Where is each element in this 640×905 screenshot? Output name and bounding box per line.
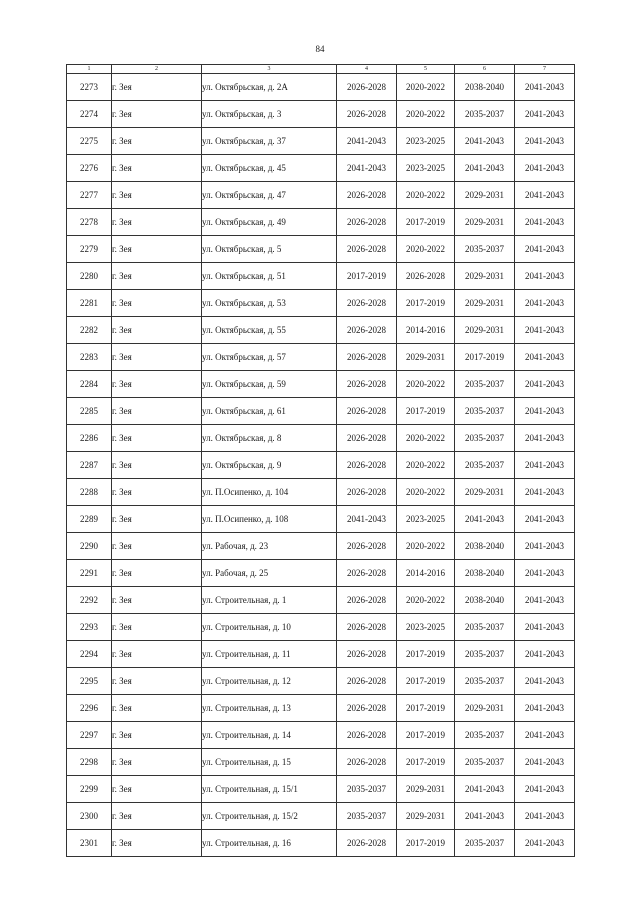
period-cell: 2026-2028 <box>337 587 397 614</box>
period-cell: 2035-2037 <box>455 452 515 479</box>
period-cell: 2041-2043 <box>515 344 575 371</box>
period-cell: 2023-2025 <box>397 128 455 155</box>
period-cell: 2026-2028 <box>337 182 397 209</box>
row-number: 2290 <box>67 533 112 560</box>
period-cell: 2026-2028 <box>337 290 397 317</box>
table-row <box>67 155 575 182</box>
period-cell: 2041-2043 <box>515 101 575 128</box>
city-cell: г. Зея <box>112 398 202 425</box>
row-number: 2273 <box>67 74 112 101</box>
row-number: 2297 <box>67 722 112 749</box>
period-cell: 2041-2043 <box>515 425 575 452</box>
table-row <box>67 830 575 857</box>
period-cell: 2041-2043 <box>455 776 515 803</box>
period-cell: 2035-2037 <box>455 371 515 398</box>
period-cell: 2029-2031 <box>455 479 515 506</box>
period-cell: 2041-2043 <box>515 182 575 209</box>
row-number: 2283 <box>67 344 112 371</box>
period-cell: 2041-2043 <box>515 614 575 641</box>
row-number: 2276 <box>67 155 112 182</box>
period-cell: 2041-2043 <box>515 371 575 398</box>
city-cell: г. Зея <box>112 506 202 533</box>
address-cell: ул. Октябрьская, д. 55 <box>202 317 337 344</box>
city-cell: г. Зея <box>112 236 202 263</box>
address-cell: ул. Октябрьская, д. 51 <box>202 263 337 290</box>
city-cell: г. Зея <box>112 155 202 182</box>
table-row <box>67 425 575 452</box>
table-row <box>67 506 575 533</box>
row-number: 2291 <box>67 560 112 587</box>
row-number: 2296 <box>67 695 112 722</box>
period-cell: 2029-2031 <box>455 290 515 317</box>
table-row <box>67 398 575 425</box>
period-cell: 2035-2037 <box>455 830 515 857</box>
period-cell: 2020-2022 <box>397 587 455 614</box>
table-row <box>67 209 575 236</box>
period-cell: 2026-2028 <box>337 749 397 776</box>
period-cell: 2041-2043 <box>515 533 575 560</box>
period-cell: 2041-2043 <box>515 452 575 479</box>
period-cell: 2020-2022 <box>397 101 455 128</box>
period-cell: 2026-2028 <box>337 722 397 749</box>
period-cell: 2041-2043 <box>515 641 575 668</box>
table-row <box>67 641 575 668</box>
period-cell: 2017-2019 <box>397 290 455 317</box>
city-cell: г. Зея <box>112 425 202 452</box>
row-number: 2285 <box>67 398 112 425</box>
city-cell: г. Зея <box>112 749 202 776</box>
row-number: 2278 <box>67 209 112 236</box>
period-cell: 2029-2031 <box>455 317 515 344</box>
period-cell: 2026-2028 <box>337 695 397 722</box>
period-cell: 2017-2019 <box>337 263 397 290</box>
period-cell: 2041-2043 <box>455 155 515 182</box>
period-cell: 2041-2043 <box>515 803 575 830</box>
period-cell: 2026-2028 <box>337 560 397 587</box>
address-cell: ул. Октябрьская, д. 53 <box>202 290 337 317</box>
period-cell: 2029-2031 <box>397 776 455 803</box>
period-cell: 2020-2022 <box>397 425 455 452</box>
address-cell: ул. Октябрьская, д. 8 <box>202 425 337 452</box>
period-cell: 2035-2037 <box>455 668 515 695</box>
table-row <box>67 695 575 722</box>
row-number: 2274 <box>67 101 112 128</box>
address-cell: ул. Октябрьская, д. 9 <box>202 452 337 479</box>
period-cell: 2020-2022 <box>397 479 455 506</box>
table-row <box>67 371 575 398</box>
period-cell: 2017-2019 <box>397 209 455 236</box>
period-cell: 2017-2019 <box>397 398 455 425</box>
row-number: 2289 <box>67 506 112 533</box>
period-cell: 2041-2043 <box>337 128 397 155</box>
row-number: 2284 <box>67 371 112 398</box>
period-cell: 2020-2022 <box>397 371 455 398</box>
address-cell: ул. Октябрьская, д. 37 <box>202 128 337 155</box>
period-cell: 2029-2031 <box>455 209 515 236</box>
table-row <box>67 290 575 317</box>
address-cell: ул. Строительная, д. 13 <box>202 695 337 722</box>
period-cell: 2026-2028 <box>337 371 397 398</box>
period-cell: 2038-2040 <box>455 74 515 101</box>
period-cell: 2020-2022 <box>397 182 455 209</box>
row-number: 2280 <box>67 263 112 290</box>
period-cell: 2041-2043 <box>515 236 575 263</box>
address-cell: ул. Рабочая, д. 23 <box>202 533 337 560</box>
table-row <box>67 101 575 128</box>
column-number: 2 <box>112 65 202 74</box>
period-cell: 2041-2043 <box>455 128 515 155</box>
table-row <box>67 722 575 749</box>
city-cell: г. Зея <box>112 290 202 317</box>
row-number: 2286 <box>67 425 112 452</box>
period-cell: 2035-2037 <box>455 398 515 425</box>
city-cell: г. Зея <box>112 209 202 236</box>
address-cell: ул. П.Осипенко, д. 104 <box>202 479 337 506</box>
period-cell: 2023-2025 <box>397 506 455 533</box>
column-number: 4 <box>337 65 397 74</box>
period-cell: 2041-2043 <box>515 317 575 344</box>
city-cell: г. Зея <box>112 695 202 722</box>
address-cell: ул. Октябрьская, д. 3 <box>202 101 337 128</box>
table-row <box>67 533 575 560</box>
column-number: 1 <box>67 65 112 74</box>
period-cell: 2041-2043 <box>515 722 575 749</box>
period-cell: 2026-2028 <box>337 317 397 344</box>
housing-register-table <box>66 64 575 857</box>
period-cell: 2035-2037 <box>337 776 397 803</box>
row-number: 2287 <box>67 452 112 479</box>
period-cell: 2020-2022 <box>397 533 455 560</box>
period-cell: 2041-2043 <box>515 560 575 587</box>
address-cell: ул. Строительная, д. 14 <box>202 722 337 749</box>
row-number: 2294 <box>67 641 112 668</box>
address-cell: ул. Октябрьская, д. 2А <box>202 74 337 101</box>
period-cell: 2041-2043 <box>515 830 575 857</box>
period-cell: 2026-2028 <box>337 668 397 695</box>
period-cell: 2029-2031 <box>455 182 515 209</box>
table-row <box>67 236 575 263</box>
period-cell: 2035-2037 <box>455 101 515 128</box>
period-cell: 2017-2019 <box>397 722 455 749</box>
period-cell: 2041-2043 <box>515 209 575 236</box>
period-cell: 2041-2043 <box>515 398 575 425</box>
period-cell: 2020-2022 <box>397 74 455 101</box>
row-number: 2277 <box>67 182 112 209</box>
table-row <box>67 614 575 641</box>
period-cell: 2020-2022 <box>397 236 455 263</box>
row-number: 2298 <box>67 749 112 776</box>
address-cell: ул. Строительная, д. 15/2 <box>202 803 337 830</box>
city-cell: г. Зея <box>112 182 202 209</box>
period-cell: 2026-2028 <box>337 74 397 101</box>
city-cell: г. Зея <box>112 533 202 560</box>
address-cell: ул. Октябрьская, д. 59 <box>202 371 337 398</box>
period-cell: 2026-2028 <box>337 209 397 236</box>
city-cell: г. Зея <box>112 776 202 803</box>
period-cell: 2041-2043 <box>515 668 575 695</box>
period-cell: 2017-2019 <box>397 695 455 722</box>
row-number: 2275 <box>67 128 112 155</box>
table-row <box>67 749 575 776</box>
period-cell: 2035-2037 <box>455 236 515 263</box>
period-cell: 2026-2028 <box>337 830 397 857</box>
table-row <box>67 263 575 290</box>
city-cell: г. Зея <box>112 722 202 749</box>
period-cell: 2026-2028 <box>337 101 397 128</box>
city-cell: г. Зея <box>112 101 202 128</box>
column-number: 6 <box>455 65 515 74</box>
city-cell: г. Зея <box>112 668 202 695</box>
address-cell: ул. Строительная, д. 11 <box>202 641 337 668</box>
page-number: 84 <box>315 44 325 54</box>
period-cell: 2023-2025 <box>397 614 455 641</box>
table-row <box>67 803 575 830</box>
period-cell: 2035-2037 <box>455 425 515 452</box>
period-cell: 2041-2043 <box>515 290 575 317</box>
period-cell: 2026-2028 <box>337 641 397 668</box>
period-cell: 2026-2028 <box>337 425 397 452</box>
address-cell: ул. Октябрьская, д. 45 <box>202 155 337 182</box>
period-cell: 2017-2019 <box>397 749 455 776</box>
city-cell: г. Зея <box>112 317 202 344</box>
address-cell: ул. Строительная, д. 15 <box>202 749 337 776</box>
table-row <box>67 560 575 587</box>
table-row <box>67 182 575 209</box>
period-cell: 2041-2043 <box>515 587 575 614</box>
city-cell: г. Зея <box>112 452 202 479</box>
table-row <box>67 587 575 614</box>
period-cell: 2026-2028 <box>337 479 397 506</box>
column-number: 3 <box>202 65 337 74</box>
period-cell: 2017-2019 <box>397 668 455 695</box>
table-row <box>67 128 575 155</box>
address-cell: ул. Строительная, д. 16 <box>202 830 337 857</box>
address-cell: ул. Октябрьская, д. 47 <box>202 182 337 209</box>
period-cell: 2041-2043 <box>337 155 397 182</box>
table-row <box>67 479 575 506</box>
city-cell: г. Зея <box>112 371 202 398</box>
city-cell: г. Зея <box>112 128 202 155</box>
row-number: 2295 <box>67 668 112 695</box>
period-cell: 2035-2037 <box>455 749 515 776</box>
table-row <box>67 317 575 344</box>
city-cell: г. Зея <box>112 641 202 668</box>
period-cell: 2026-2028 <box>337 344 397 371</box>
period-cell: 2038-2040 <box>455 560 515 587</box>
period-cell: 2026-2028 <box>337 533 397 560</box>
city-cell: г. Зея <box>112 560 202 587</box>
period-cell: 2041-2043 <box>337 506 397 533</box>
period-cell: 2029-2031 <box>397 803 455 830</box>
city-cell: г. Зея <box>112 74 202 101</box>
address-cell: ул. Строительная, д. 1 <box>202 587 337 614</box>
period-cell: 2041-2043 <box>515 695 575 722</box>
address-cell: ул. Строительная, д. 12 <box>202 668 337 695</box>
period-cell: 2038-2040 <box>455 587 515 614</box>
column-number: 7 <box>515 65 575 74</box>
row-number: 2281 <box>67 290 112 317</box>
period-cell: 2026-2028 <box>337 452 397 479</box>
period-cell: 2035-2037 <box>455 722 515 749</box>
city-cell: г. Зея <box>112 344 202 371</box>
column-number-row <box>67 65 575 74</box>
period-cell: 2014-2016 <box>397 317 455 344</box>
period-cell: 2041-2043 <box>515 128 575 155</box>
period-cell: 2017-2019 <box>397 641 455 668</box>
period-cell: 2026-2028 <box>337 398 397 425</box>
period-cell: 2026-2028 <box>337 236 397 263</box>
row-number: 2279 <box>67 236 112 263</box>
period-cell: 2035-2037 <box>337 803 397 830</box>
period-cell: 2017-2019 <box>455 344 515 371</box>
table-row <box>67 776 575 803</box>
address-cell: ул. Октябрьская, д. 57 <box>202 344 337 371</box>
period-cell: 2038-2040 <box>455 533 515 560</box>
address-cell: ул. Рабочая, д. 25 <box>202 560 337 587</box>
period-cell: 2041-2043 <box>515 479 575 506</box>
period-cell: 2014-2016 <box>397 560 455 587</box>
period-cell: 2041-2043 <box>455 803 515 830</box>
city-cell: г. Зея <box>112 830 202 857</box>
period-cell: 2017-2019 <box>397 830 455 857</box>
row-number: 2301 <box>67 830 112 857</box>
table-row <box>67 344 575 371</box>
period-cell: 2023-2025 <box>397 155 455 182</box>
table-row <box>67 74 575 101</box>
period-cell: 2029-2031 <box>455 263 515 290</box>
period-cell: 2041-2043 <box>515 155 575 182</box>
period-cell: 2035-2037 <box>455 614 515 641</box>
period-cell: 2020-2022 <box>397 452 455 479</box>
row-number: 2299 <box>67 776 112 803</box>
city-cell: г. Зея <box>112 614 202 641</box>
period-cell: 2041-2043 <box>515 776 575 803</box>
period-cell: 2041-2043 <box>515 749 575 776</box>
period-cell: 2035-2037 <box>455 641 515 668</box>
city-cell: г. Зея <box>112 803 202 830</box>
address-cell: ул. Октябрьская, д. 5 <box>202 236 337 263</box>
city-cell: г. Зея <box>112 263 202 290</box>
period-cell: 2041-2043 <box>515 506 575 533</box>
period-cell: 2029-2031 <box>397 344 455 371</box>
table-row <box>67 668 575 695</box>
period-cell: 2041-2043 <box>455 506 515 533</box>
city-cell: г. Зея <box>112 479 202 506</box>
period-cell: 2026-2028 <box>397 263 455 290</box>
period-cell: 2041-2043 <box>515 74 575 101</box>
table-row <box>67 452 575 479</box>
column-number: 5 <box>397 65 455 74</box>
address-cell: ул. Строительная, д. 10 <box>202 614 337 641</box>
period-cell: 2029-2031 <box>455 695 515 722</box>
period-cell: 2041-2043 <box>515 263 575 290</box>
table-body <box>67 74 575 857</box>
period-cell: 2026-2028 <box>337 614 397 641</box>
row-number: 2282 <box>67 317 112 344</box>
address-cell: ул. Строительная, д. 15/1 <box>202 776 337 803</box>
city-cell: г. Зея <box>112 587 202 614</box>
row-number: 2293 <box>67 614 112 641</box>
row-number: 2292 <box>67 587 112 614</box>
address-cell: ул. П.Осипенко, д. 108 <box>202 506 337 533</box>
row-number: 2300 <box>67 803 112 830</box>
row-number: 2288 <box>67 479 112 506</box>
address-cell: ул. Октябрьская, д. 49 <box>202 209 337 236</box>
address-cell: ул. Октябрьская, д. 61 <box>202 398 337 425</box>
